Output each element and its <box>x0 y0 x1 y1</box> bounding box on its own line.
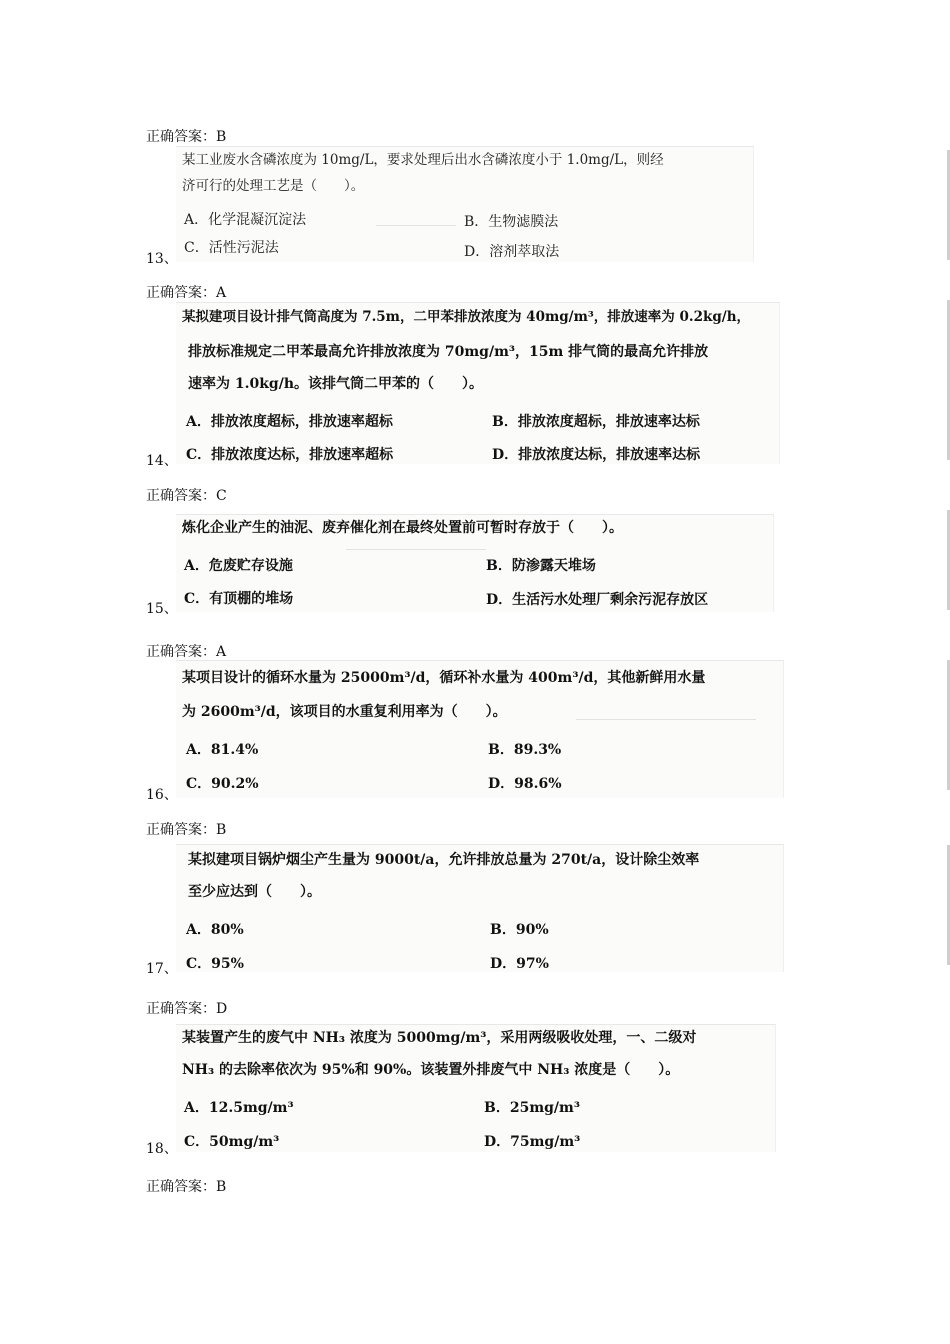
question-scan-14 <box>176 302 780 464</box>
answer-line: 正确答案：B <box>146 822 227 838</box>
question-stem-line: 某工业废水含磷浓度为 10mg/L，要求处理后出水含磷浓度小于 1.0mg/L，则经 <box>182 152 664 168</box>
option-a: A．排放浓度超标，排放速率超标 <box>186 414 393 430</box>
question-stem-line: 为 2600m³/d，该项目的水重复利用率为（ ）。 <box>182 704 507 720</box>
option-b: B．90% <box>490 922 549 938</box>
option-b: B．89.3% <box>488 742 562 758</box>
question-scan-18 <box>176 1024 776 1152</box>
question-stem-line: 速率为 1.0kg/h。该排气筒二甲苯的（ ）。 <box>188 376 484 392</box>
option-c: C．50mg/m³ <box>184 1134 280 1150</box>
answer-line: 正确答案：A <box>146 285 227 301</box>
question-number: 16、 <box>146 787 178 803</box>
question-scan-13 <box>176 146 754 262</box>
answer-line: 正确答案：C <box>146 488 227 504</box>
question-stem-line: NH₃ 的去除率依次为 95%和 90%。该装置外排废气中 NH₃ 浓度是（ ）。 <box>182 1062 680 1078</box>
option-c: C．90.2% <box>186 776 259 792</box>
option-b: B．防渗露天堆场 <box>486 558 596 574</box>
question-stem-line: 某拟建项目设计排气筒高度为 7.5m，二甲苯排放浓度为 40mg/m³，排放速率为 0.2kg/h， <box>182 309 751 325</box>
option-c: C．排放浓度达标，排放速率超标 <box>186 447 394 463</box>
option-d: D．生活污水处理厂剩余污泥存放区 <box>486 592 709 608</box>
question-stem-line: 至少应达到（ ）。 <box>188 884 321 900</box>
option-a: A．80% <box>186 922 244 938</box>
option-c: C．有顶棚的堆场 <box>184 591 294 607</box>
option-a: A．81.4% <box>186 742 259 758</box>
scan-noise <box>346 549 486 550</box>
scan-noise <box>576 719 756 720</box>
option-b: B．排放浓度超标，排放速率达标 <box>492 414 700 430</box>
option-b: B．生物滤膜法 <box>464 214 559 230</box>
question-number: 18、 <box>146 1141 178 1157</box>
question-stem-line: 某装置产生的废气中 NH₃ 浓度为 5000mg/m³，采用两级吸收处理，一、二级对 <box>182 1030 697 1046</box>
scan-noise <box>376 225 456 226</box>
question-scan-16 <box>176 660 784 798</box>
option-b: B．25mg/m³ <box>484 1100 580 1116</box>
question-scan-15 <box>176 514 774 612</box>
option-d: D．75mg/m³ <box>484 1134 581 1150</box>
answer-line: 正确答案：D <box>146 1001 228 1017</box>
option-a: A．化学混凝沉淀法 <box>184 212 307 228</box>
option-c: C．95% <box>186 956 244 972</box>
question-stem-line: 某拟建项目锅炉烟尘产生量为 9000t/a，允许排放总量为 270t/a，设计除尘效率 <box>188 852 700 868</box>
option-d: D．97% <box>490 956 549 972</box>
question-stem-line: 某项目设计的循环水量为 25000m³/d，循环补水量为 400m³/d，其他新鲜用水量 <box>182 670 706 686</box>
option-a: A．危废贮存设施 <box>184 558 293 574</box>
answer-line: 正确答案：A <box>146 644 227 660</box>
option-d: D．98.6% <box>488 776 562 792</box>
option-d: D．溶剂萃取法 <box>464 244 560 260</box>
question-stem-line: 排放标准规定二甲苯最高允许排放浓度为 70mg/m³，15m 排气筒的最高允许排放 <box>188 344 709 360</box>
option-d: D．排放浓度达标，排放速率达标 <box>492 447 701 463</box>
question-scan-17 <box>176 844 784 972</box>
question-stem-line: 济可行的处理工艺是（ ）。 <box>182 178 365 194</box>
answer-line: 正确答案：B <box>146 1179 227 1195</box>
option-a: A．12.5mg/m³ <box>184 1100 294 1116</box>
answer-line: 正确答案：B <box>146 129 227 145</box>
question-number: 15、 <box>146 601 178 617</box>
question-stem-line: 炼化企业产生的油泥、废弃催化剂在最终处置前可暂时存放于（ ）。 <box>182 520 623 536</box>
option-c: C．活性污泥法 <box>184 240 279 256</box>
question-number: 14、 <box>146 453 178 469</box>
question-number: 17、 <box>146 961 178 977</box>
question-number: 13、 <box>146 251 178 267</box>
